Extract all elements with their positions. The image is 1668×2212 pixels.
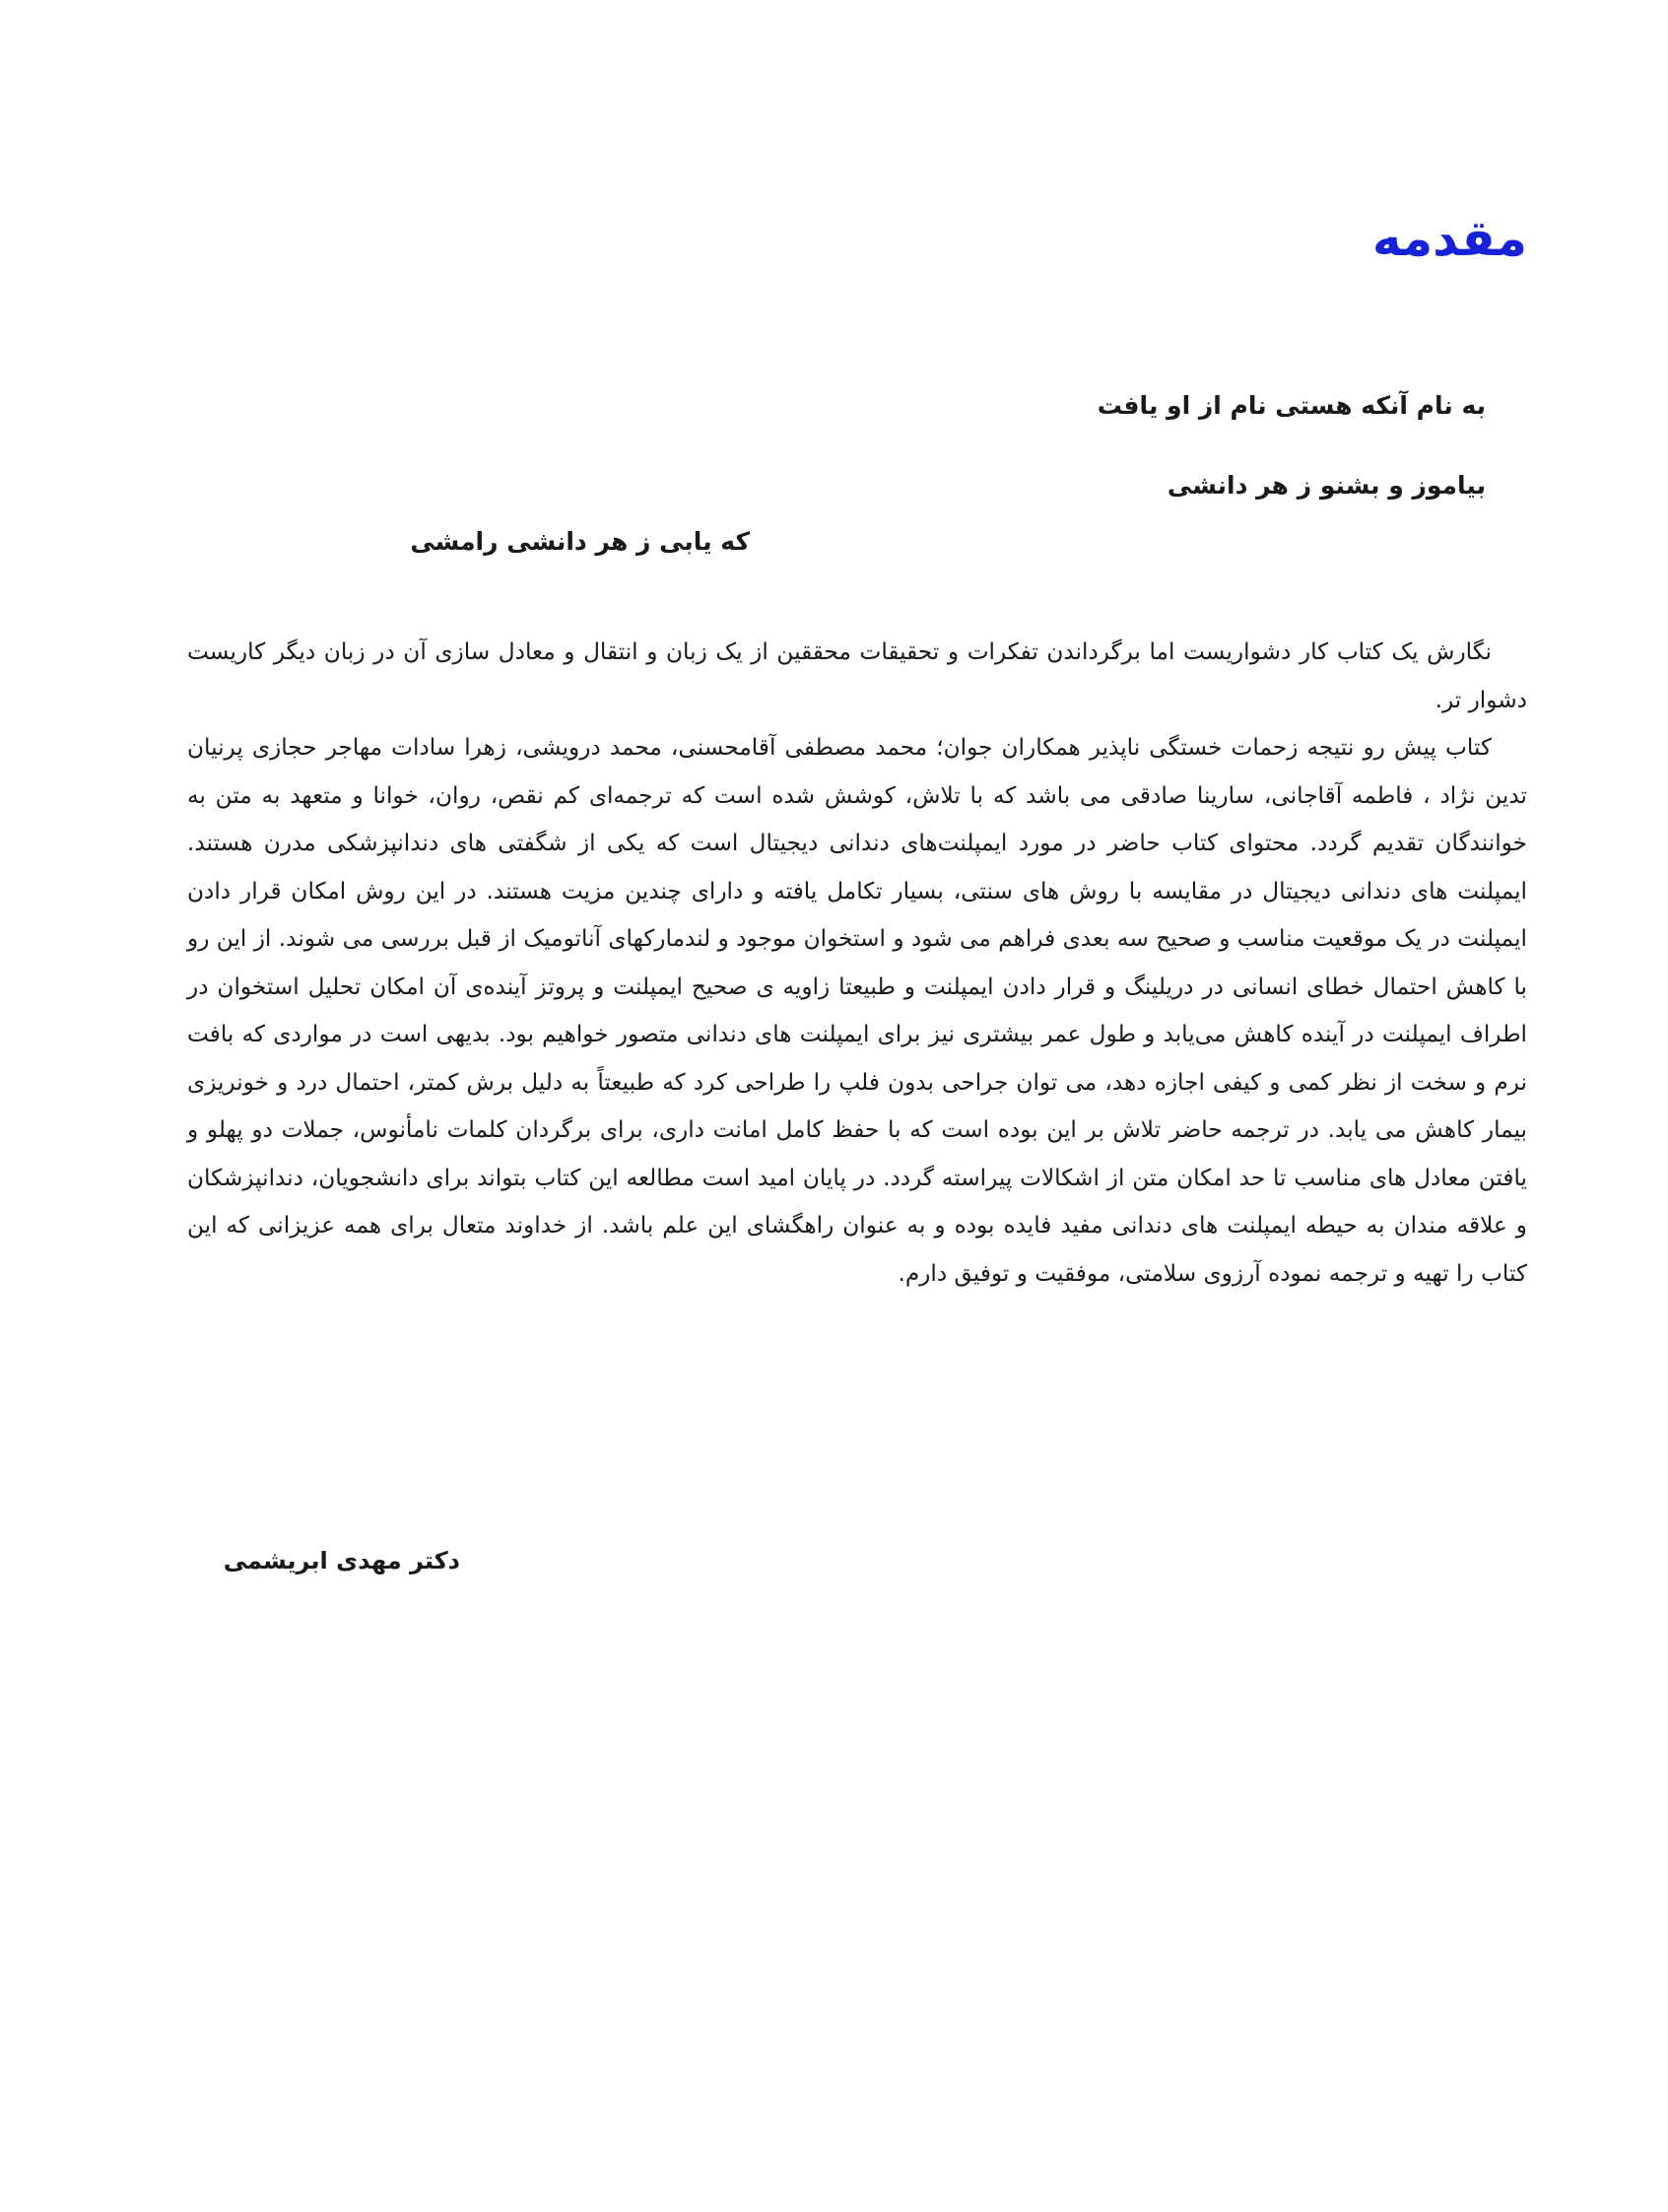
page-title: مقدمه [1371, 210, 1527, 267]
author-signature: دکتر مهدی ابریشمی [223, 1547, 460, 1575]
preface-paragraph-2: کتاب پیش رو نتیجه زحمات خستگی ناپذیر همکاران جوان؛ محمد مصطفی آقامحسنی، محمد درویشی، زهرا سادات مهاجر حجازی پرنیان تدین نژاد ، فاطمه آقاجانی، سارینا صادقی می باشد که با تلاش، کوشش شده است که ترجمه‌ای کم نقص، روان، خوانا و متعهد به متن به خوانندگان تقدیم گردد. محتوای کتاب حاضر در مورد ایمپلنت‌های دندانی دیجیتال است که یکی از شگفتی های دندانپزشکی مدرن هستند. ایمپلنت های دندانی دیجیتال در مقایسه با روش های سنتی، بسیار تکامل یافته و دارای چندین مزیت هستند. در این روش امکان قرار دادن ایمپلنت در یک موقعیت مناسب و صحیح سه بعدی فراهم می شود و استخوان موجود و لندمارکهای آناتومیک از قبل بررسی می شوند. از این رو با کاهش احتمال خطای انسانی در دریلینگ و قرار دادن ایمپلنت و طبیعتا زاویه ی صحیح ایمپلنت و پروتز آینده‌ی آن امکان تحلیل استخوان در اطراف ایمپلنت در آینده کاهش می‌یابد و طول عمر بیشتری نیز برای ایمپلنت های دندانی متصور خواهیم بود. بدیهی است در مواردی که بافت نرم و سخت از نظر کمی و کیفی اجازه دهد، می توان جراحی بدون فلپ را طراحی کرد که طبیعتاً به دلیل برش کمتر، احتمال درد و خونریزی بیمار کاهش می یابد. در ترجمه حاضر تلاش بر این بوده است که با حفظ کامل امانت داری، برای برگردان کلمات نامأنوس، جملات دو پهلو و یافتن معادل های مناسب تا حد امکان متن از اشکالات پیراسته گردد. در پایان امید است مطالعه این کتاب بتواند برای دانشجویان، دندانپزشکان و علاقه مندان به حیطه ایمپلنت های دندانی مفید فایده بوده و به عنوان راهگشای این علم باشد. از خداوند متعال برای همه عزیزانی که این کتاب را تهیه و ترجمه نموده آرزوی سلامتی، موفقیت و توفیق دارم. [187, 734, 1527, 1287]
verse-line-3: که یابی ز هر دانشی رامشی [410, 527, 750, 556]
preface-body [187, 629, 1527, 1298]
verse-line-2: بیاموز و بشنو ز هر دانشی [1167, 471, 1486, 500]
verse-line-1: به نام آنکه هستی نام از او یافت [1097, 391, 1486, 420]
preface-paragraph-1: نگارش یک کتاب کار دشواریست اما برگرداندن تفکرات و تحقیقات محققین از یک زبان و انتقال و معادل سازی آن در زبان دیگر کاریست دشوار تر. [187, 638, 1527, 713]
